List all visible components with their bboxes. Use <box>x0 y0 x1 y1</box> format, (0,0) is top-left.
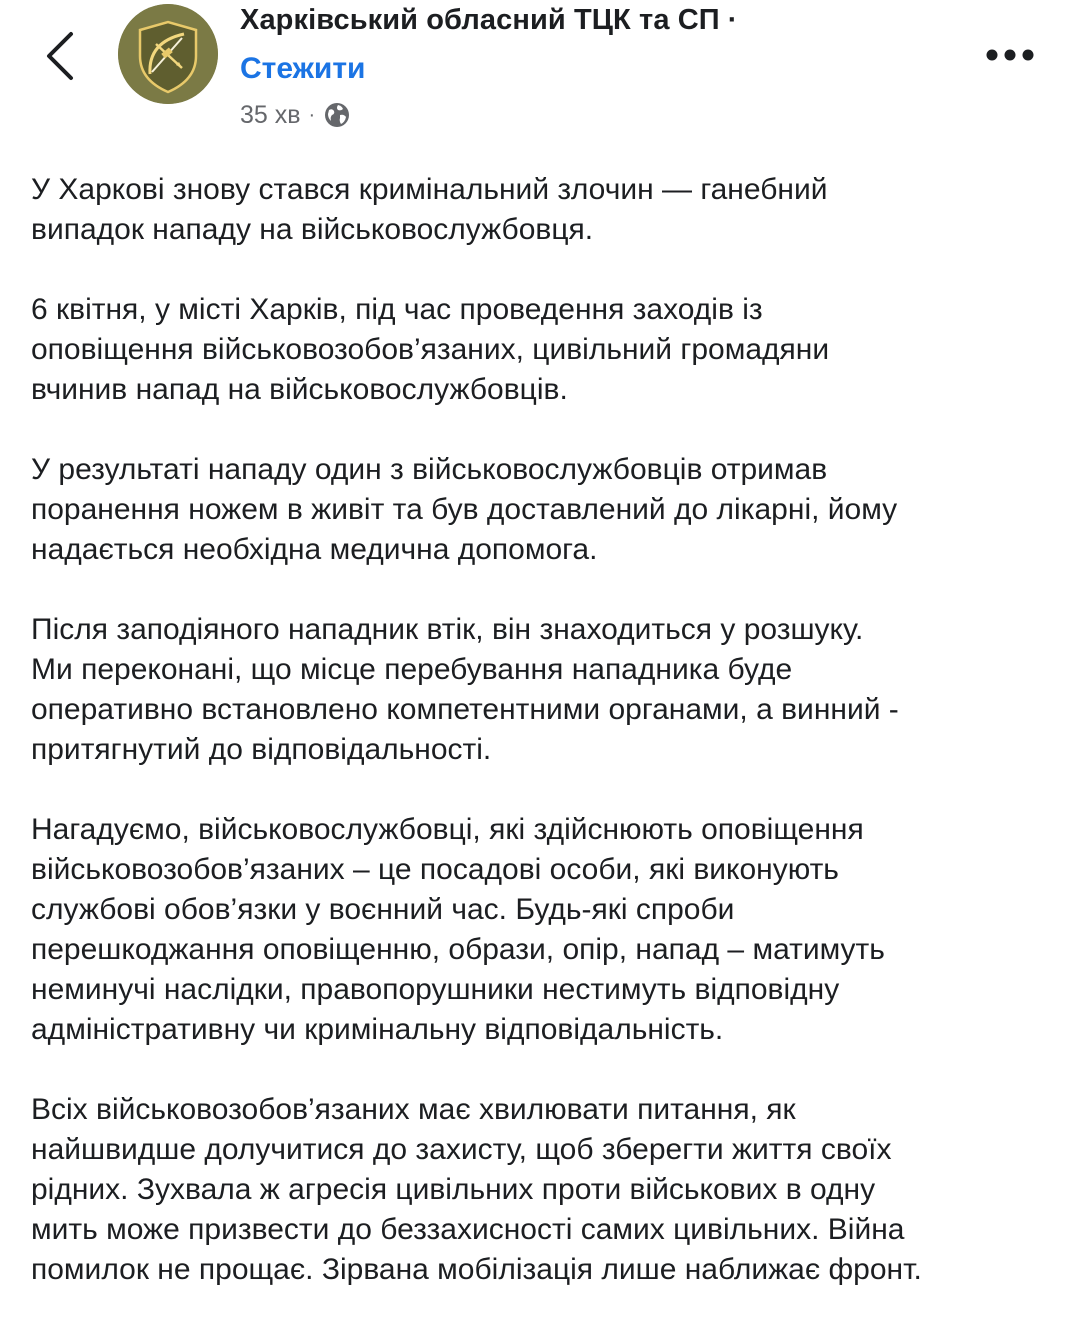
globe-icon[interactable] <box>323 101 351 129</box>
chevron-left-icon <box>45 31 75 81</box>
more-options-button[interactable] <box>980 40 1040 70</box>
more-horizontal-icon <box>985 48 1035 62</box>
post-time[interactable]: 35 хв <box>240 100 301 129</box>
post-paragraph: Нагадуємо, військовослужбовці, які здійснюють оповіщення військовозобов’язаних – це посадові особи, які виконують службові обов’язки у воєнний час. Будь-які спроби перешкоджання оповіщенню, образи, опір, напад – матимуть неминучі наслідки, правопорушники нестимуть відповідну адміністративну чи кримінальну відповідальність. <box>31 813 885 1046</box>
post-paragraph: Після заподіяного нападник втік, він знаходиться у розшуку. Ми переконані, що місце перебування нападника буде оперативно встановлено компетентними органами, а винний - притягнутий до відповідальності. <box>31 613 899 766</box>
post-paragraph: Всіх військовозобов’язаних має хвилювати питання, як найшвидше долучитися до захисту, щоб зберегти життя своїх рідних. Зухвала ж агресія цивільних проти військових в одну мить може призвести до беззахисності самих цивільних. Війна помилок не прощає. Зірвана мобілізація лише наближає фронт. <box>31 1093 922 1286</box>
meta-separator: · <box>308 103 316 126</box>
post-body <box>31 170 1051 1330</box>
post-paragraph: У результаті нападу один з військовослужбовців отримав поранення ножем в живіт та був доставлений до лікарні, йому надається необхідна медична допомога. <box>31 453 898 566</box>
page-name-text[interactable]: Харківський обласний ТЦК та СП <box>240 4 720 36</box>
post-paragraph: 6 квітня, у місті Харків, під час проведення заходів із оповіщення військовозобов’язаних, цивільний громадяни вчинив напад на військовослужбовців. <box>31 293 830 406</box>
follow-button[interactable]: Стежити <box>240 52 366 85</box>
title-separator: · <box>727 4 738 36</box>
back-button[interactable] <box>34 26 86 86</box>
post-header <box>0 0 1068 140</box>
post-paragraph: У Харкові знову стався кримінальний злочин — ганебний випадок нападу на військовослужбовця. <box>31 173 828 246</box>
page-avatar[interactable] <box>118 4 218 104</box>
page-name[interactable] <box>240 4 737 37</box>
crossbow-emblem-icon <box>118 4 218 104</box>
post-meta <box>240 98 351 132</box>
